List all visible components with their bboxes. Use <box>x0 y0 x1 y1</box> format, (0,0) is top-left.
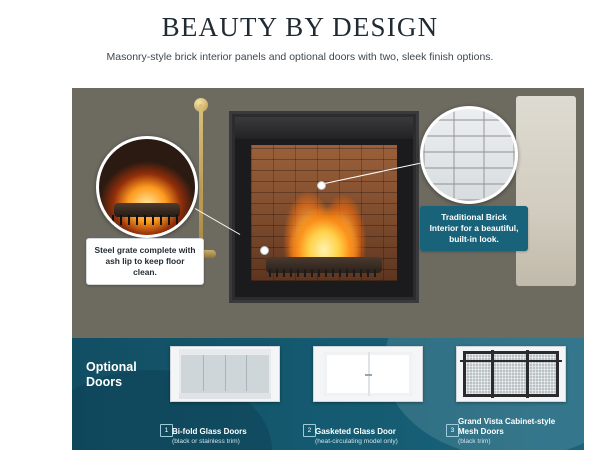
door-sub-1: (black or stainless trim) <box>172 438 240 445</box>
door-name-3: Grand Vista Cabinet-style Mesh Doors <box>458 417 556 436</box>
header <box>0 0 600 86</box>
anchor-dot-brick <box>317 181 326 190</box>
fire-detail-magnifier-icon <box>96 136 198 238</box>
fireplace-unit <box>232 114 416 300</box>
mesh-frame <box>463 351 559 397</box>
mesh-top-rail <box>460 360 562 362</box>
door-number-1: 1 <box>160 424 173 437</box>
door-option-2[interactable] <box>301 344 434 448</box>
brick-detail-magnifier-icon <box>420 106 518 204</box>
magnifier-grate <box>112 215 181 225</box>
door-option-3[interactable] <box>444 344 577 448</box>
fireplace-header-band <box>235 117 413 139</box>
bifold-mullion-left <box>203 355 204 391</box>
callout-steel-grate: Steel grate complete with ash lip to keep floor clean. <box>86 238 204 285</box>
page-title: BEAUTY BY DESIGN <box>161 12 439 42</box>
optional-doors-title: Optional Doors <box>86 360 137 389</box>
mesh-mullion-left <box>491 350 494 398</box>
flame-graphic <box>271 181 376 267</box>
bifold-bottom-rail <box>179 393 271 399</box>
door-sub-2: (heat-circulating model only) <box>315 438 398 445</box>
door-number-3: 3 <box>446 424 459 437</box>
door-name-1: Bi-fold Glass Doors <box>172 427 247 436</box>
door-caption-2 <box>301 427 434 446</box>
door-number-2: 2 <box>303 424 316 437</box>
tool-stand-pole <box>199 104 203 254</box>
door-thumbnail-bifold <box>170 346 280 402</box>
door-thumbnail-mesh <box>456 346 566 402</box>
anchor-dot-grate <box>260 246 269 255</box>
window-light <box>516 96 576 286</box>
gasketed-handle <box>365 374 372 376</box>
bifold-mullion-center <box>225 355 226 391</box>
callout-brick-interior: Traditional Brick Interior for a beautiful, built-in look. <box>420 206 528 251</box>
steel-grate-graphic <box>269 269 380 277</box>
door-thumbnail-gasketed <box>313 346 423 402</box>
optional-doors-band <box>72 338 584 450</box>
bifold-top-rail <box>179 349 271 354</box>
door-option-1[interactable] <box>158 344 291 448</box>
door-options-list <box>158 344 578 448</box>
page-subtitle: Masonry-style brick interior panels and optional doors with two, sleek finish options. <box>106 51 494 63</box>
door-caption-3 <box>444 417 577 446</box>
door-caption-1 <box>158 427 291 446</box>
firebox-opening <box>251 145 397 281</box>
mesh-mullion-right <box>526 350 529 398</box>
door-sub-3: (black trim) <box>458 438 491 445</box>
bifold-mullion-right <box>246 355 247 391</box>
door-name-2: Gasketed Glass Door <box>315 427 396 436</box>
